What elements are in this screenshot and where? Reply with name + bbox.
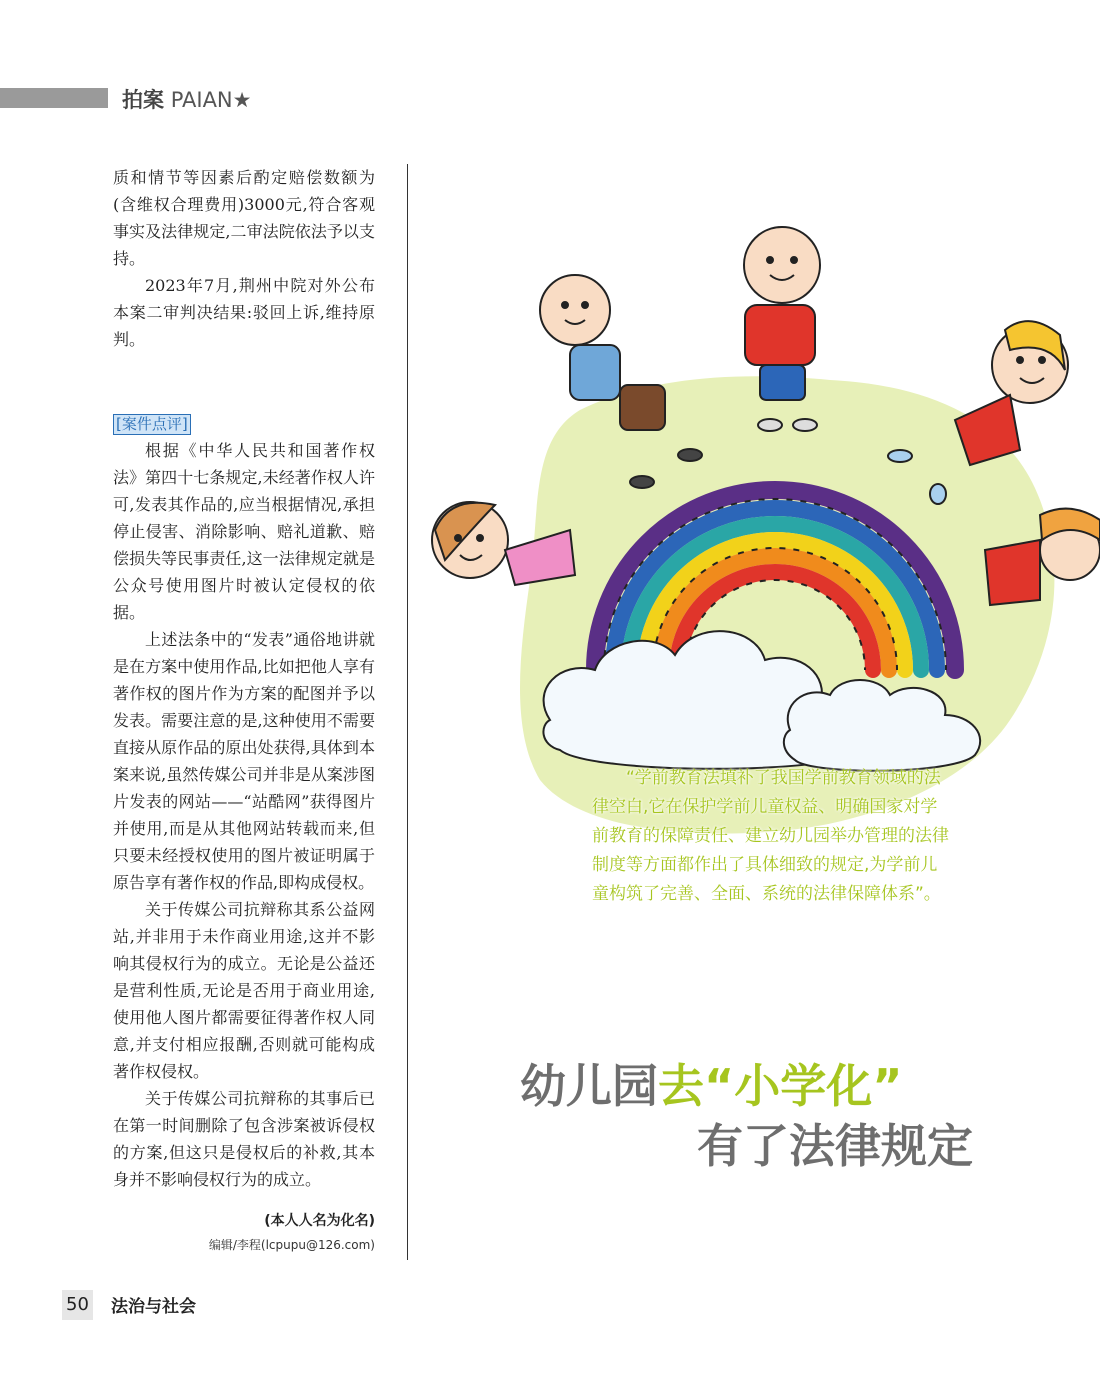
intro-paragraph: 质和情节等因素后酌定赔偿数额为(含维权合理费用)3000元,符合客观事实及法律规定,二审法院依法予以支持。 (113, 168, 375, 268)
intro-paragraph: 2023年7月,荆州中院对外公布本案二审判决结果:驳回上诉,维持原判。 (113, 276, 375, 349)
header-bar (0, 88, 108, 108)
page-number: 50 (62, 1290, 93, 1320)
pull-quote-text: “学前教育法填补了我国学前教育领域的法律空白,它在保护学前儿童权益、明确国家对学前教育的保障责任、建立幼儿园举办管理的法律制度等方面都作出了具体细致的规定,为学前儿童构筑了完善、全面、系统的法律保障体系”。 (592, 768, 949, 904)
section-header (122, 84, 251, 114)
column-divider (407, 164, 408, 1260)
section-name-cn: 拍案 (122, 88, 164, 112)
section-name-en: PAIAN (170, 88, 233, 112)
pull-quote (592, 764, 952, 909)
review-paragraph: 根据《中华人民共和国著作权法》第四十七条规定,未经著作权人许可,发表其作品的,应当根据情况,承担停止侵害、消除影响、赔礼道歉、赔偿损失等民事责任,这一法律规定就是公众号使用图片时被认定侵权的依据。 (113, 441, 375, 622)
editor-credit: 编辑/李程(lcpupu@126.com) (208, 1238, 375, 1252)
review-text (113, 437, 375, 1193)
intro-text (113, 164, 375, 353)
star-icon: ★ (232, 88, 252, 112)
magazine-name: 法治与社会 (111, 1297, 196, 1317)
article-title-line2: 有了法律规定 (697, 1119, 973, 1173)
review-paragraph: 上述法条中的“发表”通俗地讲就是在方案中使用作品,比如把他人享有著作权的图片作为方案的配图并予以发表。需要注意的是,这种使用不需要直接从原作品的原出处获得,具体到本案来说,虽然传媒公司并非是从案涉图片发表的网站——“站酷网”获得图片并使用,而是从其他网站转载而来,但只要未经授权使用的图片被证明属于原告享有著作权的作品,即构成侵权。 (113, 630, 375, 892)
review-paragraph: 关于传媒公司抗辩称的其事后已在第一时间删除了包含涉案被诉侵权的方案,但这只是侵权后的补救,其本身并不影响侵权行为的成立。 (113, 1089, 375, 1189)
review-paragraph: 关于传媒公司抗辩称其系公益网站,并非用于未作商业用途,这并不影响其侵权行为的成立。无论是公益还是营利性质,无论是否用于商业用途,使用他人图片都需要征得著作权人同意,并支付相应报酬,否则就可能构成著作权侵权。 (113, 900, 375, 1081)
article-title-line1 (520, 1050, 902, 1116)
section-tag: [案件点评] (113, 414, 191, 435)
name-note: (本人人名为化名) (264, 1213, 375, 1229)
title-part-a: 幼儿园 (520, 1059, 658, 1113)
title-highlight: 去“小学化” (658, 1059, 903, 1113)
